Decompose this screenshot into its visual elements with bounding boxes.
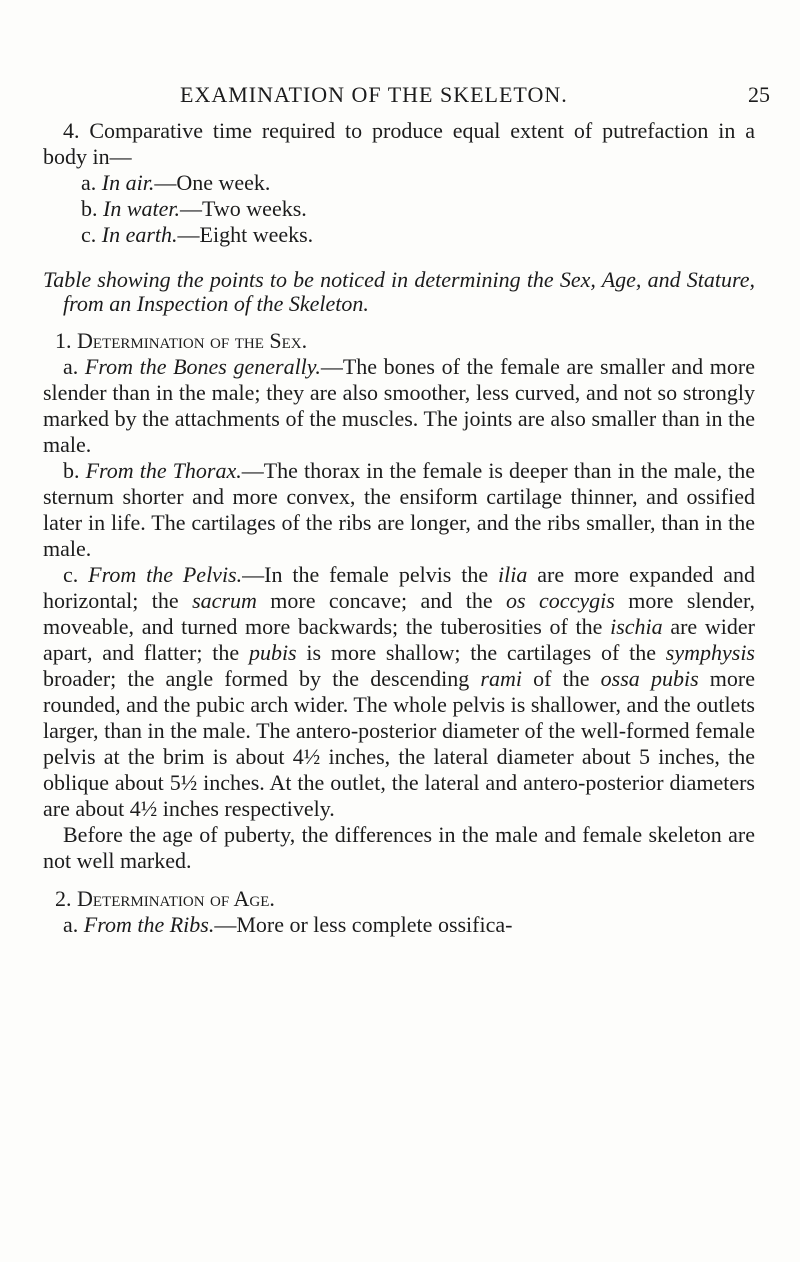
para-text: of the bbox=[521, 666, 601, 691]
para-label: a. bbox=[63, 354, 79, 379]
putrefaction-intro: 4. Comparative time required to produce equal extent of putrefaction in a body in— bbox=[43, 118, 755, 169]
putrefaction-item-earth bbox=[43, 222, 755, 248]
anatomy-term: pubis bbox=[248, 640, 297, 665]
running-head bbox=[0, 82, 800, 112]
anatomy-term: ilia bbox=[498, 562, 528, 587]
sex-pelvis-paragraph bbox=[43, 562, 755, 822]
para-title: From the Bones generally. bbox=[84, 354, 321, 379]
anatomy-term: sacrum bbox=[192, 588, 257, 613]
para-text: broader; the angle formed by the descending bbox=[43, 666, 481, 691]
item-value: —Eight weeks. bbox=[177, 222, 314, 247]
putrefaction-item-water bbox=[43, 196, 755, 222]
para-text: are more expanded and horizontal; the bbox=[43, 562, 756, 613]
page-body bbox=[43, 118, 755, 938]
anatomy-term: rami bbox=[480, 666, 522, 691]
table-title: Table showing the points to be noticed in determining the Sex, Age, and Stature, from an Inspection of the Skeleton. bbox=[43, 267, 755, 316]
item-label: a. bbox=[81, 170, 97, 195]
puberty-note: Before the age of puberty, the differences in the male and female skeleton are not well marked. bbox=[43, 822, 755, 873]
anatomy-term: os coccygis bbox=[506, 588, 615, 613]
para-text: —The thorax in the female is deeper than in the male, the sternum shorter and more convex, the ensiform cartilage thinner, and ossified later in life. The cartilages of the ribs are longer, and the ribs smaller, than in the male. bbox=[43, 458, 756, 561]
age-ribs-paragraph bbox=[43, 912, 755, 938]
item-label: c. bbox=[81, 222, 97, 247]
para-text: is more shallow; the cartilages of the bbox=[296, 640, 666, 665]
para-title: From the Pelvis. bbox=[88, 562, 243, 587]
para-text: are wider apart, and flatter; the bbox=[43, 614, 755, 665]
para-label: a. bbox=[63, 912, 79, 937]
anatomy-term: ossa pubis bbox=[600, 666, 699, 691]
sex-heading bbox=[43, 328, 755, 354]
heading-text: Determination of the Sex. bbox=[77, 328, 308, 353]
page-number: 25 bbox=[748, 82, 770, 107]
para-text: more slender, moveable, and turned more backwards; the tuberosities of the bbox=[43, 588, 756, 639]
heading-number: 1. bbox=[55, 328, 72, 353]
item-value: —Two weeks. bbox=[180, 196, 307, 221]
para-title: From the Ribs. bbox=[83, 912, 215, 937]
item-medium: In water. bbox=[103, 196, 180, 221]
para-text: more concave; and the bbox=[256, 588, 507, 613]
para-label: b. bbox=[63, 458, 80, 483]
age-heading bbox=[43, 886, 755, 912]
anatomy-term: ischia bbox=[610, 614, 663, 639]
para-label: c. bbox=[63, 562, 79, 587]
running-title: EXAMINATION OF THE SKELETON. bbox=[180, 82, 568, 107]
para-text: —More or less complete ossifica- bbox=[214, 912, 513, 937]
sex-thorax-paragraph bbox=[43, 458, 755, 562]
item-medium: In earth. bbox=[101, 222, 178, 247]
item-label: b. bbox=[81, 196, 98, 221]
para-text: more rounded, and the pubic arch wider. The whole pelvis is shallower, and the outlets larger, than in the male. The antero-posterior diameter of the well-formed female pelvis at the brim is about 4½ inches, the lateral diameter about 5 inches, the oblique about 5½ inches. At the outlet, the lateral and antero-posterior diameters are about 4½ inches respectively. bbox=[43, 666, 756, 821]
heading-text: Determination of Age. bbox=[77, 886, 275, 911]
heading-number: 2. bbox=[55, 886, 72, 911]
anatomy-term: symphysis bbox=[665, 640, 755, 665]
para-text: —In the female pelvis the bbox=[242, 562, 499, 587]
putrefaction-item-air bbox=[43, 170, 755, 196]
para-text: —The bones of the female are smaller and more slender than in the male; they are also smoother, less curved, and not so strongly marked by the attachments of the muscles. The joints are also smaller than in the male. bbox=[43, 354, 755, 457]
item-value: —One week. bbox=[154, 170, 271, 195]
item-medium: In air. bbox=[101, 170, 155, 195]
sex-bones-paragraph bbox=[43, 354, 755, 458]
para-title: From the Thorax. bbox=[85, 458, 242, 483]
